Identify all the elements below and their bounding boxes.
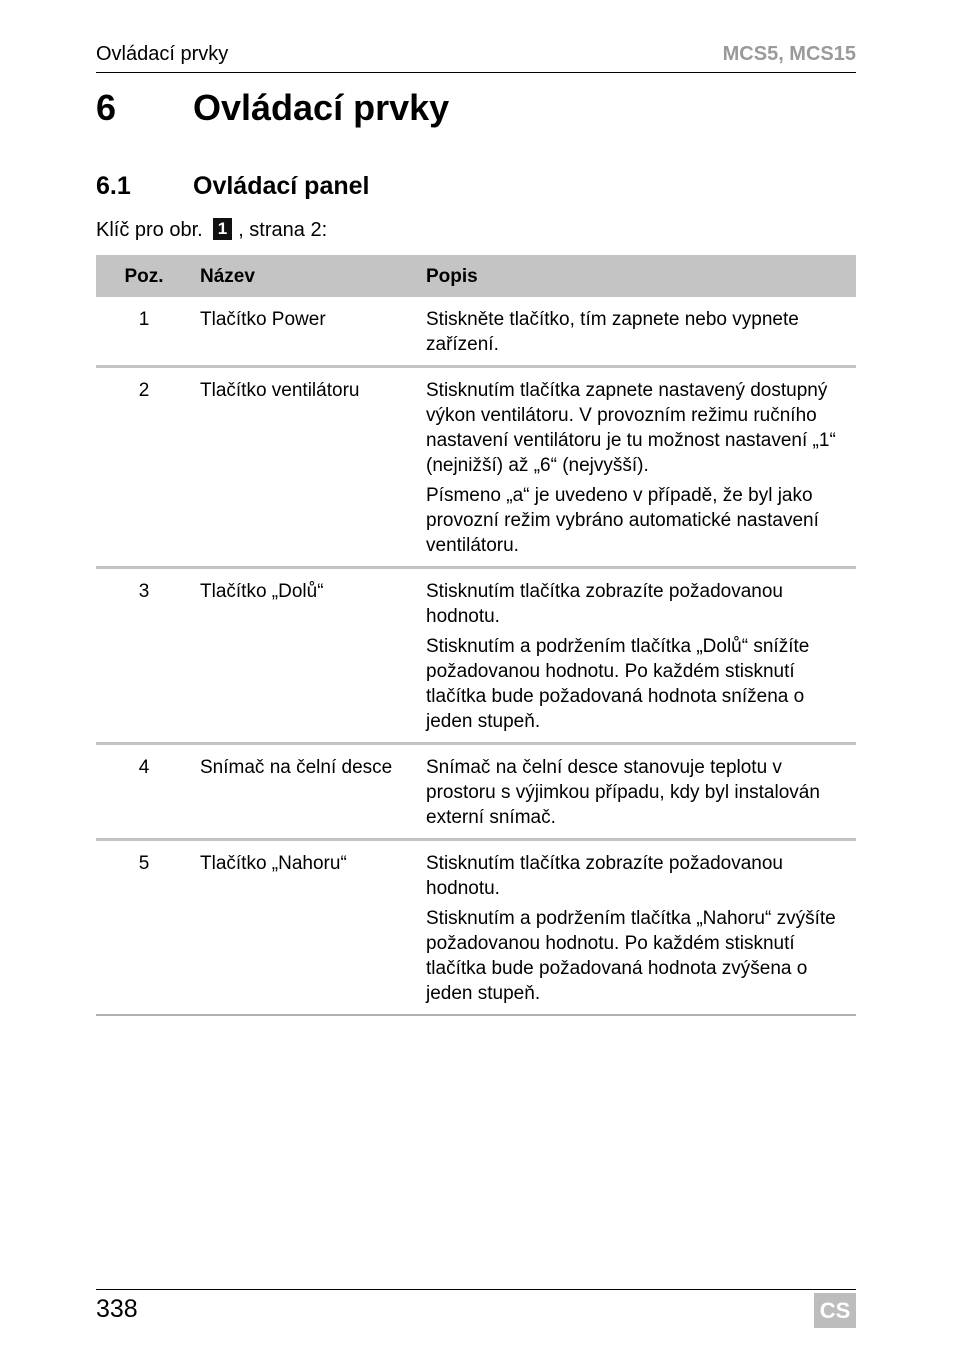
page-footer [96, 1289, 856, 1330]
running-section-title: Ovládací prvky [96, 43, 229, 65]
row-description [418, 297, 856, 367]
row-name: Tlačítko ventilátoru [192, 367, 418, 568]
table-row [96, 297, 856, 367]
table-body [96, 297, 856, 1015]
column-header-description: Popis [418, 255, 856, 297]
column-header-name: Název [192, 255, 418, 297]
row-description [418, 744, 856, 840]
description-paragraph: Stisknutím a podržením tlačítka „Dolů“ snížíte požadovanou hodnotu. Po každém stisknutí tlačítka bude požadovaná hodnota snížena o jeden stupeň. [426, 636, 810, 732]
row-position: 5 [96, 840, 192, 1016]
description-paragraph: Stisknutím tlačítka zobrazíte požadovanou hodnotu. [426, 581, 783, 627]
language-badge: CS [814, 1293, 856, 1328]
table-row [96, 744, 856, 840]
chapter-number: 6 [96, 87, 117, 128]
row-position: 1 [96, 297, 192, 367]
description-paragraph: Snímač na čelní desce stanovuje teplotu v prostoru s výjimkou případu, kdy byl instalován externí snímač. [426, 757, 820, 828]
row-name: Tlačítko „Nahoru“ [192, 840, 418, 1016]
model-name: MCS5, MCS15 [722, 43, 856, 65]
figure-reference-badge: 1 [213, 218, 232, 240]
table-row [96, 840, 856, 1016]
row-position: 4 [96, 744, 192, 840]
key-suffix: , strana 2: [238, 219, 328, 241]
row-position: 3 [96, 568, 192, 744]
row-name: Tlačítko „Dolů“ [192, 568, 418, 744]
description-paragraph: Stisknutím a podržením tlačítka „Nahoru“ zvýšíte požadovanou hodnotu. Po každém stisknutí tlačítka bude požadovaná hodnota zvýšena o jeden stupeň. [426, 908, 836, 1004]
chapter-title: Ovládací prvky [193, 87, 450, 128]
controls-table [96, 255, 856, 1016]
table-row [96, 568, 856, 744]
figure-key-line [96, 217, 327, 243]
row-description [418, 840, 856, 1016]
row-name: Tlačítko Power [192, 297, 418, 367]
table-header [96, 255, 856, 297]
key-prefix: Klíč pro obr. [96, 219, 203, 241]
section-title: Ovládací panel [193, 172, 370, 200]
page-header [96, 40, 856, 73]
column-header-position: Poz. [96, 255, 192, 297]
row-description [418, 367, 856, 568]
row-description [418, 568, 856, 744]
page-number: 338 [96, 1295, 138, 1323]
description-paragraph: Stisknutím tlačítka zobrazíte požadovanou hodnotu. [426, 853, 783, 899]
row-name: Snímač na čelní desce [192, 744, 418, 840]
description-paragraph: Stisknutím tlačítka zapnete nastavený dostupný výkon ventilátoru. V provozním režimu ručního nastavení ventilátoru je tu možnost nastavení „1“ (nejnižší) až „6“ (nejvyšší). [426, 380, 836, 476]
section-number: 6.1 [96, 172, 131, 200]
description-paragraph: Stiskněte tlačítko, tím zapnete nebo vypnete zařízení. [426, 309, 799, 355]
row-position: 2 [96, 367, 192, 568]
table-row [96, 367, 856, 568]
description-paragraph: Písmeno „a“ je uvedeno v případě, že byl jako provozní režim vybráno automatické nastavení ventilátoru. [426, 485, 819, 556]
